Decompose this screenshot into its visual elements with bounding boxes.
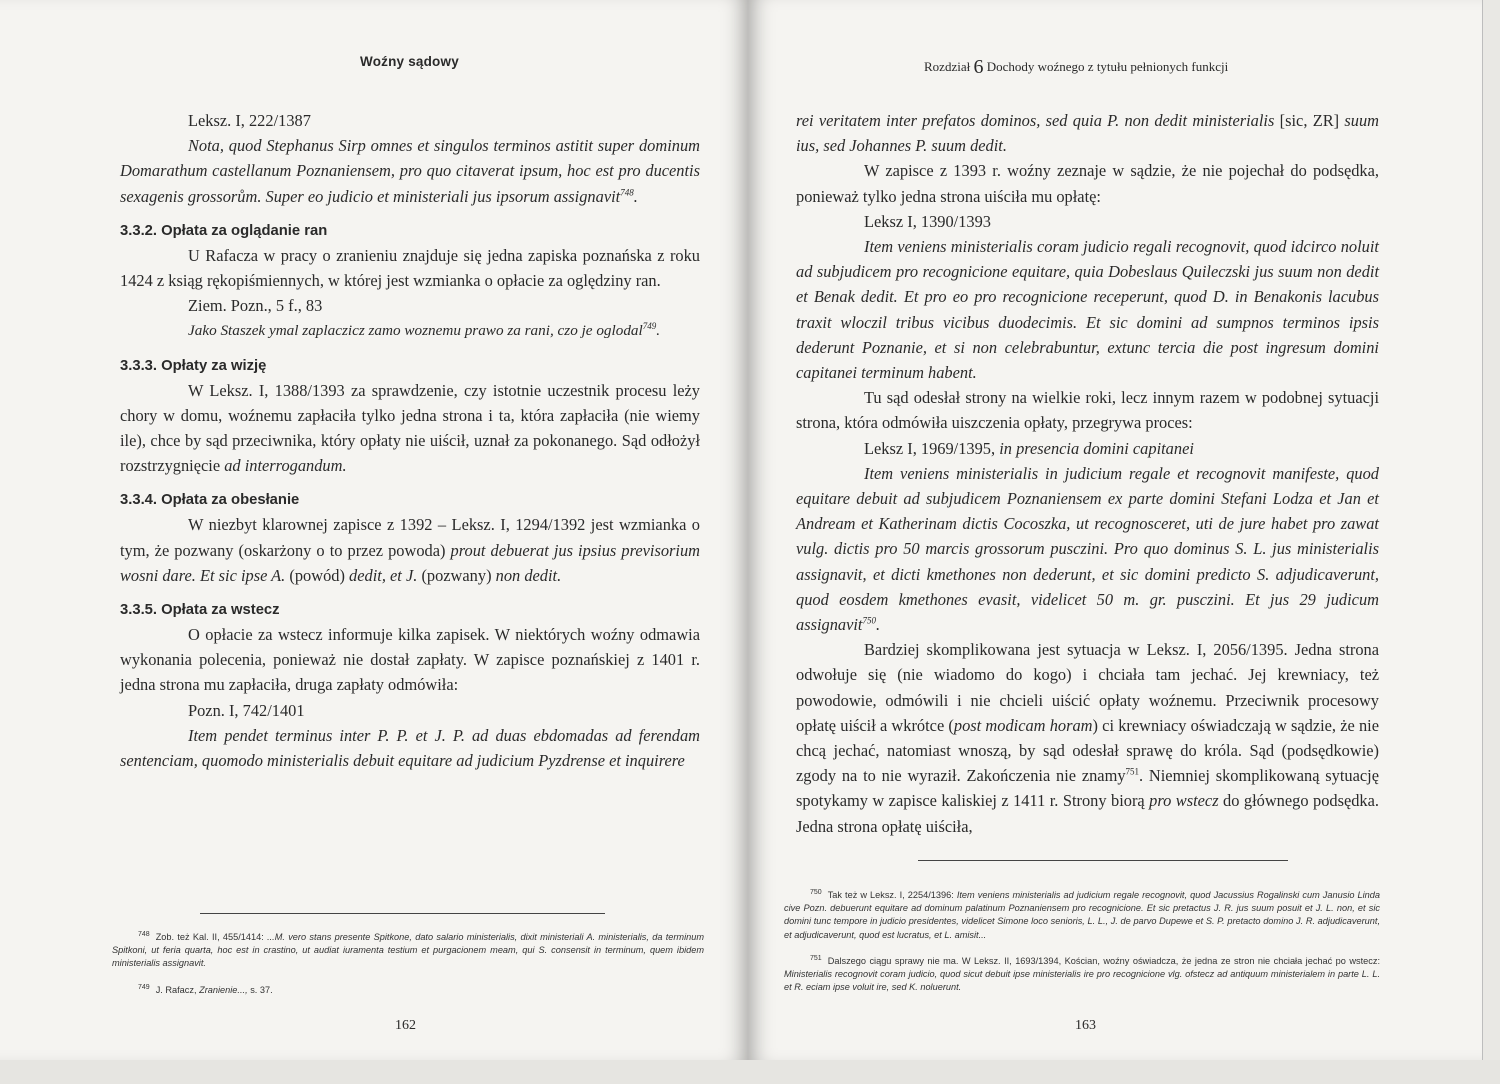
footnote-rule — [918, 860, 1288, 861]
section-heading-3-3-5: 3.3.5. Opłata za wstecz — [120, 602, 280, 619]
running-head-left: Woźny sądowy — [360, 54, 459, 69]
section-heading-3-3-3: 3.3.3. Opłaty za wizję — [120, 357, 267, 374]
footnotes — [112, 928, 704, 1007]
footnotes — [784, 886, 1380, 1005]
citation: Ziem. Pozn., 5 f., 83 — [188, 296, 323, 316]
citation: Leksz. I, 222/1387 — [188, 111, 311, 130]
footnote-751: $^{751}$ Dalszego ciągu sprawy nie ma. W Leksz. II, 1693/1394, Kościan, woźny oświadcza, że jedna ze stron nie chciała jechać po wstecz: Ministerialis recognovit coram judicio, quod sicut debuit ipse ministerialis ire pro recognicione vlg. ofstecz ad antiquum ministerialem in parte L. L. et R. eciam ipse voluit ire, sed K. noluerunt. — [784, 954, 1380, 993]
scan-bottom-strip — [0, 1060, 1500, 1084]
section-heading-3-3-4: 3.3.4. Opłata za obesłanie — [120, 492, 300, 509]
left-page — [0, 0, 749, 1060]
citation: Leksz I, 1969/1395, in presencia domini capitanei — [864, 438, 1194, 458]
latin-quote: Nota, quod Stephanus Sirp omnes et singulos terminos astitit super dominum Domarathum castellanum Poznaniensem, pro quo citaverat ipsum, hoc est pro ducentis sexagenis grossorům. Super eo judicio et ministeriali jus ipsorum assignavit$^{748}$. — [120, 136, 700, 206]
latin-quote: Item veniens ministerialis in judicium regale et recognovit manifeste, quod equitare debuit ad subjudicem Poznaniensem ex parte domini Stefani Lodza et Jan et Andream et Katherinam dictis Cocoszka, ut recognosceret, uti de jure habet pro zawat vulg. dictis pro 50 marcis grossorum pusczini. Pro quo dominus S. L. jus ministerialis assignavit, et dicti kmethones non dederunt, et sic domini predicto S. adjudicaverunt, quod eosdem kmethones evasit, videlicet 50 m. gr. pusczini. Et jus 29 judicum assignavit$^{750}$. — [796, 463, 1379, 635]
paragraph: U Rafacza w pracy o zranieniu znajduje się jedna zapiska poznańska z roku 1424 z ksiąg rękopiśmiennych, w której jest wzmianka o opłacie za oględziny ran. — [120, 245, 700, 291]
paragraph: Bardziej skomplikowana jest sytuacja w Leksz. I, 2056/1395. Jedna strona odwołuje się (nie wiadomo do kogo) i chciała tam jechać. Jej krewniacy, też powodowie, odmówili i nie chcieli uiścić opłaty woźnemu. Przeciwnik procesowy opłatę uiścił a wkrótce (post modicam horam) ci krewniacy oświadczają w sądzie, że nie chcą jechać, natomiast wnoszą, by sąd odesłał sprawę do króla. Sąd (podsędkowie) zgody na to nie wyraził. Zakończenia nie znamy$^{751}$. Niemniej skomplikowaną sytuację spotykamy w zapisce kaliskiej z 1411 r. Strony biorą pro wstecz do głównego podsędka. Jedna strona opłatę uiściła, — [796, 640, 1380, 836]
footnote-750: $^{750}$ Tak też w Leksz. I, 2254/1396: Item veniens ministerialis ad judicium regale recognovit, quod Jacussius Rogalinski cum Janusio Linda cive Pozn. debuerunt equitare ad dominum palatinum Poznaniensem pro recognicione. Et sic pretactus J. R. jus suum posuit et J. L. non, et sic domini tunc tempore in judicio presidentes, videlicet Simone loco senioris, L. L., J. de parvo Dupewe et S. P. pretacto domino J. R. adjudicaverunt, et adjudicaverunt, quod est lucratus, et L. amisit... — [784, 889, 1380, 940]
paragraph: O opłacie za wstecz informuje kilka zapisek. W niektórych woźny odmawia wykonania polecenia, ponieważ nie dostał zapłaty. W zapisce poznańskiej z 1401 r. jedna strona mu zapłaciła, druga zapłaty odmówiła: — [120, 625, 700, 695]
running-head-right: Rozdział 6 Dochody woźnego z tytułu pełnionych funkcji — [924, 56, 1229, 78]
paragraph: W Leksz. I, 1388/1393 za sprawdzenie, czy istotnie uczestnik procesu leży chory w domu, woźnemu zapłaciła tylko jedna strona i ta, która zapłaciła (nie wiemy ile), chce by sąd przeciwnika, który opłaty nie uiścił, uznał za pokonanego. Sąd odłożył rozstrzygnięcie ad interrogandum. — [120, 380, 700, 476]
latin-quote: Item veniens ministerialis coram judicio regali recognovit, quod idcirco noluit ad subjudicem pro recognicione equitare, quia Dobeslaus Quileczski jus suum non dedit et Benak dedit. Et pro eo pro recognicione receperunt, quod D. in Benakonis lacubus traxit wloczil tribus vicibus duodecimis. Et sic domini ad sumpnos terminos ipsis dederunt Poznanie, et si non celebrabuntur, extunc tercia die post ingresum domini capitanei terminum habent. — [796, 237, 1379, 383]
paragraph: W niezbyt klarownej zapisce z 1392 – Leksz. I, 1294/1392 jest wzmianka o tym, że pozwany (oskarżony o to przez powoda) prout debuerat jus ipsius previsorium wosni dare. Et sic ipse A. (powód) dedit, et J. (pozwany) non dedit. — [120, 515, 700, 585]
latin-quote-continued: rei veritatem inter prefatos dominos, sed quia P. non dedit ministerialis [sic, ZR] suum ius, sed Johannes P. suum dedit. — [796, 111, 1380, 156]
paragraph: Tu sąd odesłał strony na wielkie roki, lecz innym razem w podobnej sytuacji strona, która odmówiła uiszczenia opłaty, przegrywa proces: — [796, 388, 1379, 433]
citation: Leksz I, 1390/1393 — [864, 211, 992, 231]
right-page — [748, 0, 1482, 1060]
footnote-ref[interactable]: 749 — [642, 321, 657, 332]
page-number: 163 — [1075, 1018, 1096, 1033]
citation: Pozn. I, 742/1401 — [188, 700, 305, 720]
footnote-ref[interactable]: 750 — [862, 615, 876, 626]
book-edge — [1482, 0, 1500, 1084]
footnote-748: $^{748}$ Zob. też Kal. II, 455/1414: ...M. vero stans presente Spitkone, dato salario ministerialis, dixit ministeriali A. ministerialis, da terminum Spitkoni, ut feria quarta, hoc est in crastino, ut audiat iuramenta testium et purgacionem meam, qui S. consensit in terminum, quem ibidem ministerialis assignavit. — [112, 931, 705, 969]
footnote-ref[interactable]: 748 — [620, 187, 634, 198]
paragraph: W zapisce z 1393 r. woźny zeznaje w sądzie, że nie pojechał do podsędka, ponieważ tylko jedna strona uiściła mu opłatę: — [796, 161, 1379, 206]
latin-quote: Jako Staszek ymal zaplaczicz zamo woznemu prawo za rani, czo je oglodal$^{749}$. — [188, 321, 661, 340]
page-number: 162 — [395, 1018, 416, 1033]
section-heading-3-3-2: 3.3.2. Opłata za oglądanie ran — [120, 222, 328, 239]
latin-quote: Item pendet terminus inter P. P. et J. P. ad duas ebdomadas ad ferendam sentenciam, quomodo ministerialis debuit equitare ad judicium Pyzdrense et inquirere — [120, 725, 700, 771]
footnote-rule — [200, 913, 605, 914]
footnote-ref[interactable]: 751 — [1125, 766, 1140, 777]
right-page-body — [796, 108, 1379, 839]
left-page-body — [120, 108, 700, 773]
footnote-749: $^{749}$ J. Rafacz, Zranienie..., s. 37. — [138, 983, 273, 995]
